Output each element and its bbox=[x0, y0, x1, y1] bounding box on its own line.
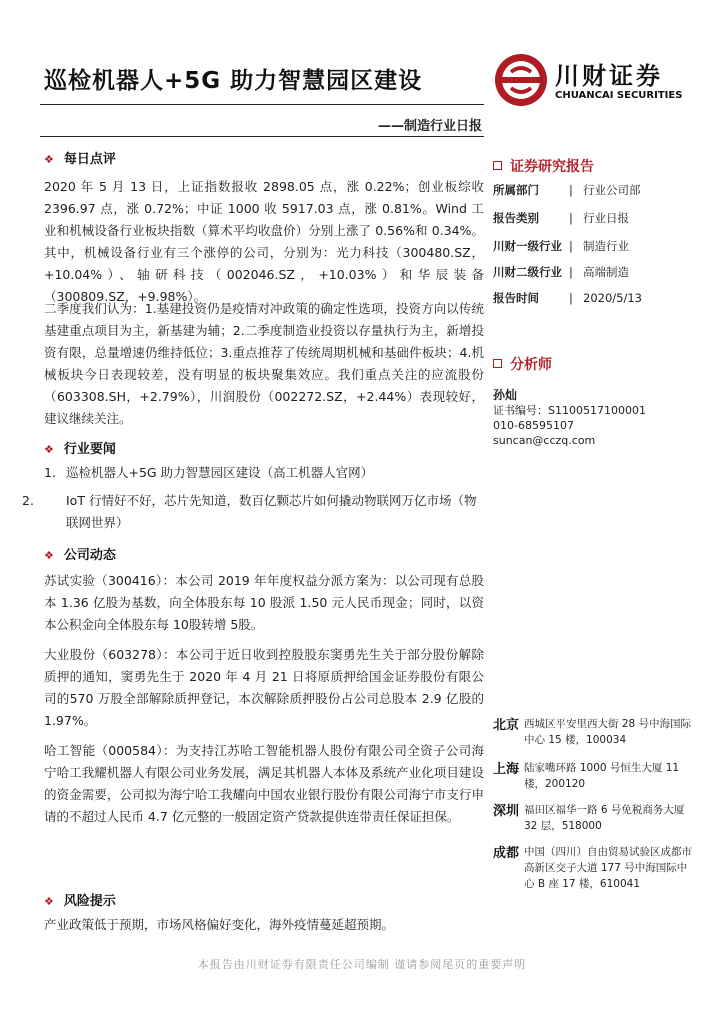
diamond-bullet-icon: ❖ bbox=[44, 443, 54, 456]
report-subtitle: ——制造行业日报 bbox=[377, 119, 482, 134]
brand-name-cn: 川财证券 bbox=[555, 62, 663, 90]
office-city: 上海 bbox=[493, 762, 520, 777]
office-address: 中国（四川）自由贸易试验区成都市高新区交子大道 177 号中海国际中心 B 座 17 楼，610041 bbox=[524, 846, 692, 890]
daily-commentary bbox=[44, 176, 484, 308]
section-news-heading: ❖ 行业要闻 bbox=[44, 442, 116, 457]
analyst-phone: 010-68595107 bbox=[493, 419, 574, 432]
daily-paragraph-2: 二季度我们认为：1.基建投资仍是疫情对冲政策的确定性选项，投资方向以传统基建重点项目为主，新基建为辅；2.二季度制造业投资以存量执行为主，新增投资有限，总量增速仍维持低位；3.重点推荐了传统周期机械和基础件板块；4.机械板块今日表现较差，没有明显的板块聚集效应。我们重点关注的应流股份（603308.SH，+2.79%），川润股份（002272.SZ，+2.44%）表现较好，建议继续关注。 bbox=[44, 301, 484, 426]
subtitle-divider bbox=[40, 136, 484, 137]
diamond-bullet-icon: ❖ bbox=[44, 549, 54, 562]
section-risk-heading: ❖ 风险提示 bbox=[44, 894, 116, 909]
info-row-department: 所属部门 | 行业公司部 bbox=[493, 183, 641, 197]
report-info-heading: 证券研究报告 bbox=[493, 156, 594, 176]
office-address: 西城区平安里西大街 28 号中海国际中心 15 楼，100034 bbox=[524, 718, 692, 746]
footer-disclaimer: 本报告由川财证券有限责任公司编制 谨请参阅尾页的重要声明 bbox=[197, 958, 527, 971]
company-update-3: 哈工智能（000584）：为支持江苏哈工智能机器人股份有限公司全资子公司海宁哈工我耀机器人有限公司业务发展，满足其机器人本体及系统产业化项目建设的资金需要，公司拟为海宁哈工我耀向中国农业银行股份有限公司海宁市支行申请的不超过人民币 4.7 亿元整的一般固定资产贷款提供连带责任保证担保。 bbox=[44, 743, 484, 824]
company-update-1: 苏试实验（300416）：本公司 2019 年年度权益分派方案为：以公司现有总股本 1.36 亿股为基数，向全体股东每 10 股派 1.50 元人民币现金；同时，以资本公积金向全体股东每 10股转增 5股。 bbox=[44, 573, 484, 632]
diamond-bullet-icon: ❖ bbox=[44, 153, 54, 166]
office-address: 福田区福华一路 6 号免税商务大厦 32 层，518000 bbox=[524, 804, 685, 832]
analyst-card bbox=[493, 388, 646, 448]
brand-logo bbox=[493, 52, 693, 108]
office-city: 北京 bbox=[493, 718, 520, 733]
title-divider bbox=[40, 104, 484, 105]
analyst-name: 孙灿 bbox=[493, 388, 518, 402]
diamond-bullet-icon: ❖ bbox=[44, 895, 54, 908]
info-row-category: 报告类别 | 行业日报 bbox=[493, 211, 629, 225]
info-row-industry-2: 川财二级行业 | 高端制造 bbox=[493, 265, 629, 279]
analyst-email[interactable]: suncan@cczq.com bbox=[493, 434, 596, 447]
office-city: 深圳 bbox=[493, 804, 520, 819]
daily-outlook bbox=[44, 298, 484, 430]
section-daily-heading: ❖ 每日点评 bbox=[44, 152, 116, 167]
office-city: 成都 bbox=[493, 846, 520, 861]
report-title: 巡检机器人+5G 助力智慧园区建设 bbox=[44, 68, 423, 94]
office-address: 陆家嘴环路 1000 号恒生大厦 11 楼，200120 bbox=[524, 762, 680, 790]
news-item[interactable]: 1. 巡检机器人+5G 助力智慧园区建设（高工机器人官网） bbox=[44, 465, 374, 480]
company-update-2: 大业股份（603278）：本公司于近日收到控股股东窦勇先生关于部分股份解除质押的通知，窦勇先生于 2020 年 4 月 21 日将原质押给国金证券股份有限公司的570 万股全部解除质押登记，本次解除质押股份占公司总股本 2.9 亿股的 1.97%。 bbox=[44, 647, 484, 728]
section-company-heading: ❖ 公司动态 bbox=[44, 548, 116, 563]
daily-paragraph-1: 2020 年 5 月 13 日，上证指数报收 2898.05 点，涨 0.22%；创业板综收 2396.97 点，涨 0.72%；中证 1000 收 5917.03 点，涨 0.81%。Wind 工业和机械设备行业板块指数（算术平均收盘价）分别上涨了 0.56%和 0.34%。其中，机械设备行业有三个涨停的公司，分别为：光力科技（300480.SZ，+10.04%）、轴研科技（002046.SZ，+10.03%）和华辰装备（300809.SZ，+9.98%）。 bbox=[44, 179, 484, 304]
analyst-heading: 分析师 bbox=[493, 354, 552, 374]
analyst-cert: 证书编号：S1100517100001 bbox=[493, 404, 646, 417]
brand-emblem-icon bbox=[493, 52, 549, 108]
square-bullet-icon bbox=[493, 359, 502, 368]
info-row-industry-1: 川财一级行业 | 制造行业 bbox=[493, 239, 629, 253]
risk-text: 产业政策低于预期，市场风格偏好变化，海外疫情蔓延超预期。 bbox=[44, 917, 395, 932]
square-bullet-icon bbox=[493, 161, 502, 170]
brand-name-en: CHUANCAI SECURITIES bbox=[555, 90, 683, 101]
news-item[interactable]: 2. IoT 行情好不好，芯片先知道，数百亿颗芯片如何撬动物联网万亿市场（物联网世界） bbox=[22, 493, 477, 530]
info-row-date: 报告时间 | 2020/5/13 bbox=[493, 291, 642, 305]
